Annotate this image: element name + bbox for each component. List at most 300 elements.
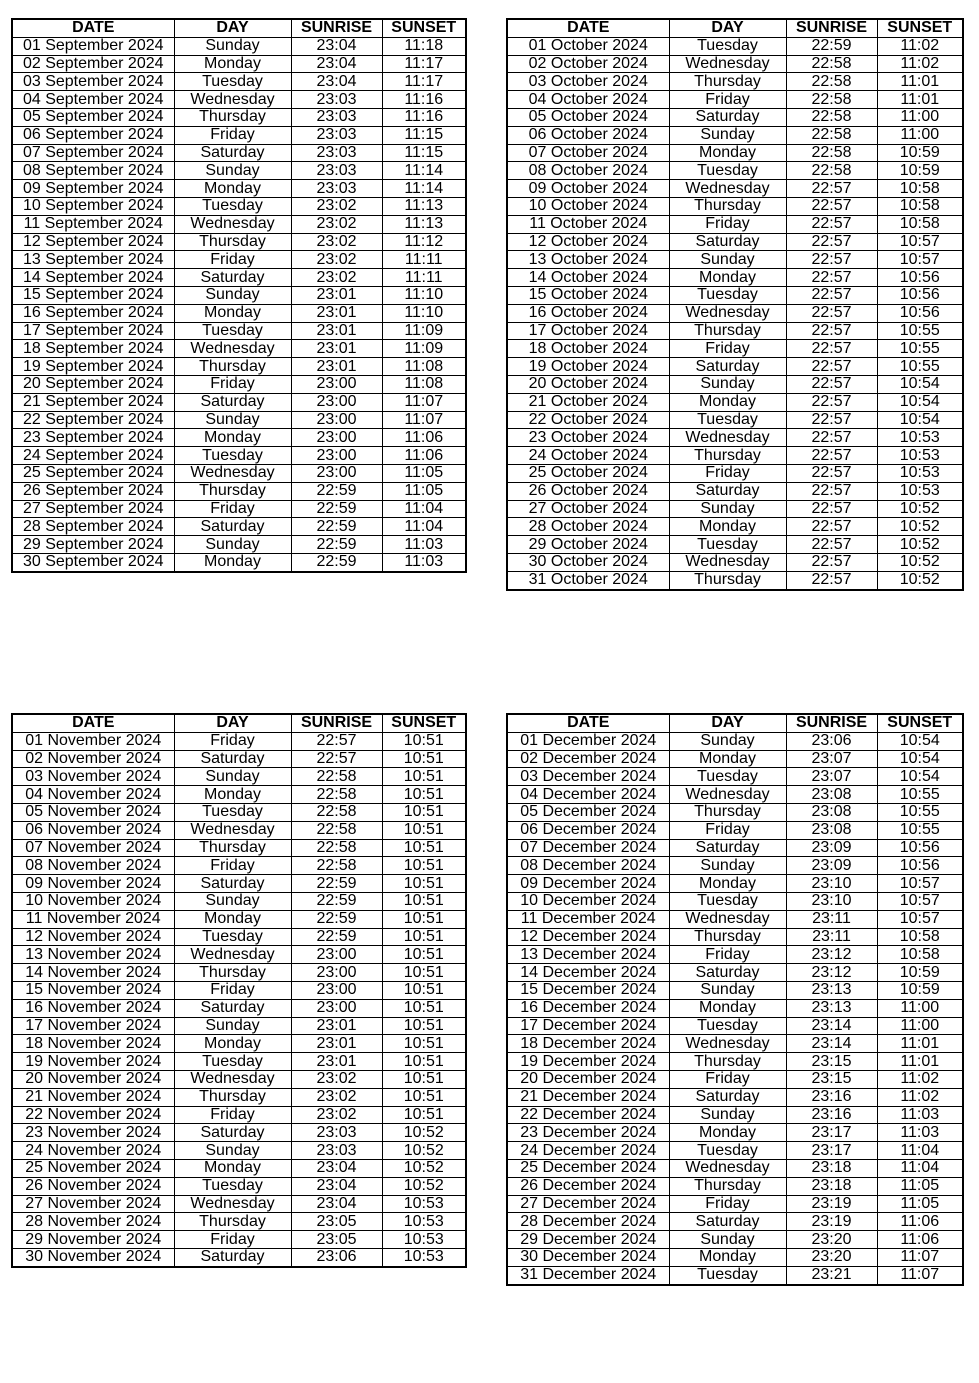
date-cell: 13 October 2024	[507, 251, 669, 269]
sunrise-cell: 22:57	[786, 358, 877, 376]
table-row	[12, 286, 466, 304]
date-cell: 20 October 2024	[507, 375, 669, 393]
sunset-cell: 10:53	[877, 429, 963, 447]
table-row	[12, 126, 466, 144]
day-cell: Monday	[669, 1248, 786, 1266]
table-row	[12, 411, 466, 429]
date-cell: 09 October 2024	[507, 180, 669, 198]
day-cell: Thursday	[669, 322, 786, 340]
table-row	[12, 964, 466, 982]
date-cell: 11 December 2024	[507, 910, 669, 928]
sunset-cell: 11:17	[382, 55, 466, 73]
date-cell: 18 December 2024	[507, 1035, 669, 1053]
day-cell: Thursday	[174, 1088, 291, 1106]
sunrise-cell: 22:57	[786, 482, 877, 500]
sunset-cell: 11:01	[877, 73, 963, 91]
sunset-cell: 10:51	[382, 803, 466, 821]
date-cell: 15 September 2024	[12, 286, 174, 304]
table-row	[507, 197, 963, 215]
day-cell: Saturday	[174, 393, 291, 411]
sunrise-cell: 23:00	[291, 447, 382, 465]
sunrise-cell: 23:18	[786, 1177, 877, 1195]
table-row	[12, 447, 466, 465]
sunset-cell: 10:56	[877, 839, 963, 857]
sunrise-cell: 23:12	[786, 964, 877, 982]
table-row	[12, 393, 466, 411]
sunset-cell: 11:04	[877, 1159, 963, 1177]
day-cell: Tuesday	[669, 286, 786, 304]
day-cell: Sunday	[174, 892, 291, 910]
day-cell: Wednesday	[669, 429, 786, 447]
sunset-cell: 10:56	[877, 304, 963, 322]
date-cell: 21 November 2024	[12, 1088, 174, 1106]
sunrise-cell: 23:03	[291, 144, 382, 162]
table-row	[12, 1035, 466, 1053]
sunset-cell: 10:55	[877, 786, 963, 804]
day-cell: Monday	[669, 518, 786, 536]
sunset-cell: 11:06	[382, 447, 466, 465]
sunrise-cell: 23:03	[291, 108, 382, 126]
sunset-cell: 11:01	[877, 91, 963, 109]
table-row	[12, 750, 466, 768]
date-cell: 16 December 2024	[507, 999, 669, 1017]
sunset-cell: 10:51	[382, 875, 466, 893]
table-row	[12, 536, 466, 554]
date-cell: 16 October 2024	[507, 304, 669, 322]
day-cell: Sunday	[669, 375, 786, 393]
date-cell: 06 December 2024	[507, 821, 669, 839]
sunrise-cell: 23:08	[786, 803, 877, 821]
date-cell: 17 December 2024	[507, 1017, 669, 1035]
day-cell: Friday	[174, 375, 291, 393]
sunset-cell: 10:51	[382, 1053, 466, 1071]
date-cell: 18 November 2024	[12, 1035, 174, 1053]
sunrise-cell: 23:01	[291, 304, 382, 322]
sunset-cell: 11:02	[877, 1070, 963, 1088]
december-table	[506, 713, 964, 1286]
date-cell: 08 November 2024	[12, 857, 174, 875]
day-cell: Saturday	[669, 839, 786, 857]
sunrise-cell: 22:58	[786, 108, 877, 126]
date-cell: 28 December 2024	[507, 1213, 669, 1231]
table-row	[12, 108, 466, 126]
sunset-cell: 11:14	[382, 180, 466, 198]
day-cell: Wednesday	[174, 340, 291, 358]
sunrise-cell: 23:00	[291, 429, 382, 447]
day-cell: Tuesday	[174, 803, 291, 821]
sunset-cell: 10:54	[877, 750, 963, 768]
date-cell: 05 December 2024	[507, 803, 669, 821]
table-row	[12, 55, 466, 73]
day-cell: Monday	[669, 1124, 786, 1142]
sunset-cell: 10:59	[877, 162, 963, 180]
date-header: DATE	[507, 19, 669, 37]
date-cell: 03 December 2024	[507, 768, 669, 786]
sunset-cell: 10:52	[877, 571, 963, 589]
date-cell: 21 December 2024	[507, 1088, 669, 1106]
date-cell: 27 October 2024	[507, 500, 669, 518]
date-cell: 19 October 2024	[507, 358, 669, 376]
table-row	[12, 518, 466, 536]
day-cell: Monday	[174, 55, 291, 73]
sunrise-cell: 23:00	[291, 393, 382, 411]
sunset-cell: 10:57	[877, 892, 963, 910]
sunrise-header: SUNRISE	[786, 714, 877, 732]
date-cell: 14 November 2024	[12, 964, 174, 982]
sunset-cell: 10:55	[877, 340, 963, 358]
day-cell: Sunday	[669, 500, 786, 518]
sunrise-cell: 23:01	[291, 286, 382, 304]
table-row	[507, 821, 963, 839]
day-cell: Sunday	[669, 126, 786, 144]
sunrise-cell: 23:02	[291, 269, 382, 287]
sunrise-cell: 23:02	[291, 197, 382, 215]
sunset-cell: 11:12	[382, 233, 466, 251]
sunrise-cell: 23:16	[786, 1088, 877, 1106]
table-row	[12, 482, 466, 500]
date-cell: 26 November 2024	[12, 1177, 174, 1195]
sunset-cell: 11:05	[382, 464, 466, 482]
sunrise-cell: 22:59	[291, 553, 382, 571]
sunrise-cell: 22:58	[786, 126, 877, 144]
date-cell: 04 October 2024	[507, 91, 669, 109]
date-cell: 11 September 2024	[12, 215, 174, 233]
sunset-header: SUNSET	[382, 19, 466, 37]
sunset-cell: 10:52	[877, 518, 963, 536]
date-cell: 09 November 2024	[12, 875, 174, 893]
sunrise-cell: 23:04	[291, 1177, 382, 1195]
table-row	[12, 803, 466, 821]
table-row	[507, 233, 963, 251]
sunrise-cell: 23:10	[786, 875, 877, 893]
date-cell: 15 November 2024	[12, 981, 174, 999]
sunset-cell: 10:51	[382, 892, 466, 910]
table-row	[12, 1213, 466, 1231]
sunrise-cell: 22:57	[786, 340, 877, 358]
table-row	[12, 304, 466, 322]
day-header: DAY	[174, 19, 291, 37]
sunset-cell: 10:53	[877, 482, 963, 500]
sunset-cell: 11:09	[382, 340, 466, 358]
table-row	[507, 768, 963, 786]
table-row	[12, 233, 466, 251]
day-cell: Friday	[174, 1231, 291, 1249]
day-cell: Thursday	[669, 571, 786, 589]
sunrise-cell: 22:57	[786, 286, 877, 304]
table-row	[507, 1035, 963, 1053]
table-row	[507, 108, 963, 126]
sunrise-cell: 22:57	[291, 732, 382, 750]
sunset-cell: 11:16	[382, 108, 466, 126]
day-cell: Friday	[174, 981, 291, 999]
sunset-cell: 11:13	[382, 197, 466, 215]
table-row	[12, 857, 466, 875]
table-row	[507, 875, 963, 893]
date-cell: 17 November 2024	[12, 1017, 174, 1035]
sunrise-cell: 23:02	[291, 251, 382, 269]
date-cell: 21 October 2024	[507, 393, 669, 411]
sunset-cell: 11:05	[877, 1195, 963, 1213]
table-row	[507, 464, 963, 482]
sunset-cell: 10:51	[382, 999, 466, 1017]
date-cell: 18 October 2024	[507, 340, 669, 358]
date-cell: 10 December 2024	[507, 892, 669, 910]
day-cell: Sunday	[669, 251, 786, 269]
table-row	[507, 786, 963, 804]
table-row	[507, 1213, 963, 1231]
table-row	[507, 1124, 963, 1142]
sunrise-cell: 22:57	[786, 304, 877, 322]
sunset-cell: 10:51	[382, 910, 466, 928]
sunset-cell: 10:56	[877, 857, 963, 875]
day-cell: Monday	[669, 393, 786, 411]
day-cell: Saturday	[669, 964, 786, 982]
date-cell: 03 November 2024	[12, 768, 174, 786]
sunrise-cell: 22:58	[786, 144, 877, 162]
day-cell: Wednesday	[669, 180, 786, 198]
date-cell: 19 December 2024	[507, 1053, 669, 1071]
sunset-cell: 11:10	[382, 286, 466, 304]
sunset-cell: 10:52	[382, 1142, 466, 1160]
date-cell: 08 December 2024	[507, 857, 669, 875]
date-cell: 07 December 2024	[507, 839, 669, 857]
sunset-cell: 11:08	[382, 375, 466, 393]
day-cell: Wednesday	[669, 553, 786, 571]
sunrise-header: SUNRISE	[291, 19, 382, 37]
day-cell: Friday	[669, 464, 786, 482]
sunrise-cell: 23:04	[291, 1159, 382, 1177]
date-cell: 11 November 2024	[12, 910, 174, 928]
sunset-cell: 11:17	[382, 73, 466, 91]
sunset-cell: 10:52	[382, 1177, 466, 1195]
sunrise-cell: 22:59	[291, 910, 382, 928]
sunset-cell: 11:00	[877, 1017, 963, 1035]
sunset-cell: 10:52	[382, 1124, 466, 1142]
date-cell: 23 October 2024	[507, 429, 669, 447]
sunset-cell: 10:56	[877, 269, 963, 287]
date-cell: 24 September 2024	[12, 447, 174, 465]
table-row	[507, 1070, 963, 1088]
date-cell: 30 September 2024	[12, 553, 174, 571]
sunset-cell: 10:51	[382, 964, 466, 982]
date-cell: 06 September 2024	[12, 126, 174, 144]
table-row	[507, 732, 963, 750]
table-row	[507, 322, 963, 340]
table-row	[507, 571, 963, 589]
day-cell: Tuesday	[174, 928, 291, 946]
sunset-cell: 10:51	[382, 732, 466, 750]
date-cell: 28 November 2024	[12, 1213, 174, 1231]
table-row	[12, 1088, 466, 1106]
date-cell: 28 October 2024	[507, 518, 669, 536]
date-cell: 06 November 2024	[12, 821, 174, 839]
table-row	[507, 393, 963, 411]
day-cell: Wednesday	[174, 946, 291, 964]
table-row	[507, 251, 963, 269]
sunset-cell: 10:58	[877, 928, 963, 946]
table-row	[12, 197, 466, 215]
sunrise-cell: 23:03	[291, 1124, 382, 1142]
sunrise-cell: 23:17	[786, 1124, 877, 1142]
date-header: DATE	[12, 19, 174, 37]
sunrise-cell: 23:00	[291, 964, 382, 982]
day-cell: Monday	[669, 750, 786, 768]
day-cell: Thursday	[174, 482, 291, 500]
day-cell: Monday	[174, 910, 291, 928]
day-cell: Wednesday	[174, 1195, 291, 1213]
date-cell: 27 September 2024	[12, 500, 174, 518]
date-cell: 07 November 2024	[12, 839, 174, 857]
sunrise-cell: 22:57	[786, 447, 877, 465]
sunset-cell: 10:51	[382, 839, 466, 857]
sunset-cell: 10:51	[382, 1070, 466, 1088]
sunrise-cell: 22:59	[291, 928, 382, 946]
day-cell: Sunday	[669, 1106, 786, 1124]
sunrise-cell: 23:01	[291, 340, 382, 358]
day-cell: Friday	[669, 1070, 786, 1088]
date-cell: 10 November 2024	[12, 892, 174, 910]
sunset-cell: 10:59	[877, 144, 963, 162]
header-row	[12, 19, 466, 37]
date-cell: 13 November 2024	[12, 946, 174, 964]
table-row	[507, 375, 963, 393]
date-cell: 20 November 2024	[12, 1070, 174, 1088]
date-cell: 02 November 2024	[12, 750, 174, 768]
day-cell: Thursday	[174, 964, 291, 982]
day-cell: Friday	[174, 732, 291, 750]
day-cell: Sunday	[174, 162, 291, 180]
sunset-cell: 11:01	[877, 1053, 963, 1071]
sunrise-cell: 23:00	[291, 946, 382, 964]
table-row	[507, 1053, 963, 1071]
table-row	[12, 999, 466, 1017]
sunset-cell: 10:58	[877, 215, 963, 233]
day-cell: Friday	[174, 251, 291, 269]
date-cell: 30 December 2024	[507, 1248, 669, 1266]
sunrise-cell: 23:13	[786, 999, 877, 1017]
date-cell: 09 September 2024	[12, 180, 174, 198]
date-cell: 14 December 2024	[507, 964, 669, 982]
header-row	[12, 714, 466, 732]
day-cell: Thursday	[669, 447, 786, 465]
table-row	[12, 1248, 466, 1266]
date-cell: 25 September 2024	[12, 464, 174, 482]
sunrise-cell: 23:05	[291, 1213, 382, 1231]
sunset-cell: 10:51	[382, 768, 466, 786]
day-cell: Monday	[669, 144, 786, 162]
day-cell: Sunday	[174, 37, 291, 55]
date-cell: 21 September 2024	[12, 393, 174, 411]
day-header: DAY	[174, 714, 291, 732]
date-cell: 26 October 2024	[507, 482, 669, 500]
sunrise-cell: 23:19	[786, 1213, 877, 1231]
day-cell: Sunday	[174, 411, 291, 429]
sunrise-cell: 22:58	[786, 73, 877, 91]
day-cell: Monday	[174, 1035, 291, 1053]
date-cell: 14 September 2024	[12, 269, 174, 287]
sunrise-cell: 22:57	[786, 571, 877, 589]
table-row	[507, 144, 963, 162]
sunrise-cell: 22:57	[786, 269, 877, 287]
date-cell: 24 November 2024	[12, 1142, 174, 1160]
sunset-cell: 10:52	[877, 500, 963, 518]
sunrise-cell: 23:15	[786, 1070, 877, 1088]
november-table	[11, 713, 467, 1268]
sunset-cell: 10:51	[382, 857, 466, 875]
date-cell: 23 November 2024	[12, 1124, 174, 1142]
sunrise-cell: 23:01	[291, 358, 382, 376]
table-row	[507, 803, 963, 821]
day-cell: Friday	[669, 946, 786, 964]
table-row	[12, 162, 466, 180]
day-header: DAY	[669, 714, 786, 732]
sunset-cell: 10:53	[877, 447, 963, 465]
date-cell: 15 December 2024	[507, 981, 669, 999]
table-row	[12, 768, 466, 786]
date-cell: 01 November 2024	[12, 732, 174, 750]
sunrise-cell: 23:03	[291, 1142, 382, 1160]
sunset-cell: 11:03	[382, 553, 466, 571]
table-row	[12, 1231, 466, 1249]
sunrise-cell: 23:00	[291, 981, 382, 999]
september-table	[11, 18, 467, 573]
table-row	[12, 946, 466, 964]
sunrise-cell: 22:59	[291, 892, 382, 910]
sunset-cell: 11:00	[877, 999, 963, 1017]
table-row	[12, 1053, 466, 1071]
sunrise-cell: 22:58	[291, 821, 382, 839]
sunrise-cell: 22:57	[786, 322, 877, 340]
table-row	[12, 910, 466, 928]
table-row	[507, 964, 963, 982]
sunset-cell: 11:07	[382, 393, 466, 411]
day-cell: Tuesday	[669, 892, 786, 910]
sunrise-cell: 22:57	[786, 536, 877, 554]
day-cell: Sunday	[669, 732, 786, 750]
day-cell: Tuesday	[669, 768, 786, 786]
table-row	[507, 750, 963, 768]
sunset-cell: 10:51	[382, 946, 466, 964]
table-row	[507, 553, 963, 571]
date-cell: 31 December 2024	[507, 1266, 669, 1284]
sunrise-cell: 23:06	[291, 1248, 382, 1266]
table-row	[507, 857, 963, 875]
table-row	[507, 447, 963, 465]
table-row	[12, 322, 466, 340]
date-cell: 25 November 2024	[12, 1159, 174, 1177]
day-cell: Tuesday	[174, 1177, 291, 1195]
table-row	[12, 1070, 466, 1088]
sunrise-cell: 22:59	[291, 482, 382, 500]
day-cell: Wednesday	[174, 91, 291, 109]
sunrise-cell: 22:57	[786, 180, 877, 198]
sunrise-cell: 23:17	[786, 1142, 877, 1160]
sunset-cell: 10:55	[877, 358, 963, 376]
day-cell: Thursday	[669, 1177, 786, 1195]
table-row	[12, 821, 466, 839]
sunrise-cell: 22:58	[291, 786, 382, 804]
sunset-cell: 11:00	[877, 126, 963, 144]
sunset-cell: 11:14	[382, 162, 466, 180]
date-cell: 22 December 2024	[507, 1106, 669, 1124]
day-cell: Friday	[174, 500, 291, 518]
table-row	[507, 91, 963, 109]
sunset-cell: 10:57	[877, 251, 963, 269]
sunset-cell: 11:02	[877, 55, 963, 73]
sunrise-cell: 22:57	[786, 251, 877, 269]
sunset-cell: 11:03	[877, 1124, 963, 1142]
table-row	[12, 180, 466, 198]
